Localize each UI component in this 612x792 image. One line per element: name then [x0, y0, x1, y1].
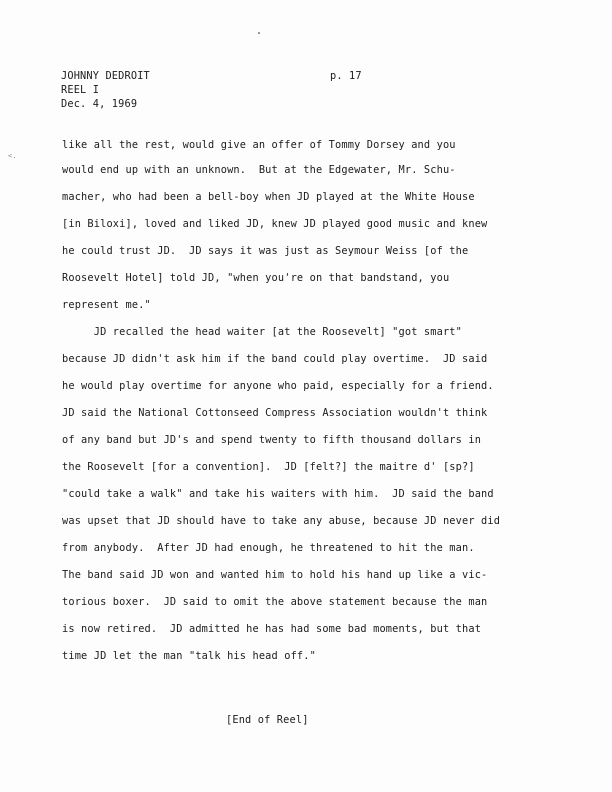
end-of-reel: [End of Reel]: [226, 714, 309, 726]
body-line: "could take a walk" and take his waiters with him. JD said the band: [62, 488, 494, 500]
body-line: he would play overtime for anyone who paid, especially for a friend.: [62, 380, 494, 392]
body-line: [in Biloxi], loved and liked JD, knew JD played good music and knew: [62, 218, 488, 230]
body-line: the Roosevelt [for a convention]. JD [felt?] the maitre d' [sp?]: [62, 461, 475, 473]
body-line: macher, who had been a bell-boy when JD played at the White House: [62, 191, 475, 203]
body-line: because JD didn't ask him if the band could play overtime. JD said: [62, 353, 488, 365]
body-line: like all the rest, would give an offer of Tommy Dorsey and you: [62, 139, 456, 151]
body-line: JD recalled the head waiter [at the Roosevelt] "got smart": [62, 326, 463, 338]
body-line: was upset that JD should have to take any abuse, because JD never did: [62, 515, 501, 527]
margin-mark: <.: [8, 152, 17, 160]
body-line: is now retired. JD admitted he has had some bad moments, but that: [62, 623, 482, 635]
body-line: from anybody. After JD had enough, he threatened to hit the man.: [62, 542, 475, 554]
body-line: time JD let the man "talk his head off.": [62, 650, 316, 662]
page-number: p. 17: [330, 70, 362, 82]
interviewee-name: JOHNNY DEDROIT: [61, 70, 150, 82]
body-line: of any band but JD's and spend twenty to fifth thousand dollars in: [62, 434, 482, 446]
body-line: The band said JD won and wanted him to hold his hand up like a vic-: [62, 569, 488, 581]
body-line: Roosevelt Hotel] told JD, "when you're on that bandstand, you: [62, 272, 450, 284]
body-line: he could trust JD. JD says it was just as Seymour Weiss [of the: [62, 245, 469, 257]
interview-date: Dec. 4, 1969: [61, 98, 138, 110]
body-line: would end up with an unknown. But at the Edgewater, Mr. Schu-: [62, 164, 456, 176]
scan-speck: [258, 32, 260, 34]
body-line: JD said the National Cottonseed Compress Association wouldn't think: [62, 407, 488, 419]
body-line: represent me.": [62, 299, 151, 311]
body-line: torious boxer. JD said to omit the above statement because the man: [62, 596, 488, 608]
reel-label: REEL I: [61, 84, 100, 96]
